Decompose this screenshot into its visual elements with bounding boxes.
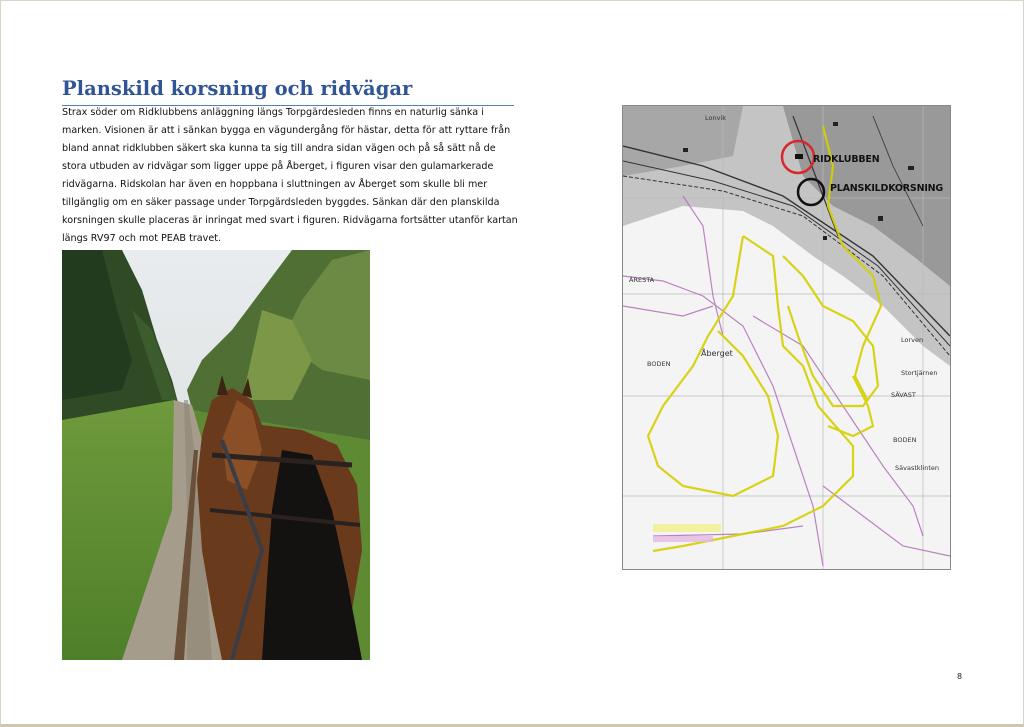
trail-map (622, 105, 951, 570)
map-place-lonvik: Lonvik (705, 114, 727, 122)
map-place-aberget: Åberget (701, 349, 733, 358)
page-number: 8 (957, 672, 963, 681)
map-place-arsta: ÄRESTA (629, 276, 655, 284)
map-place-lorven: Lorven (901, 336, 924, 344)
page-title: Planskild korsning och ridvägar (62, 75, 514, 106)
map-place-stortjarnen: Stortjärnen (901, 369, 938, 377)
body-paragraph: Strax söder om Ridklubbens anläggning längs Torpgärdesleden finns en naturlig sänka i marken. Visionen är att i sänkan bygga en vägundergång för hästar, detta för att ryttare från bland annat ridklubben säkert ska kunna ta sig till andra sidan vägen och på så sätt nå de stora utbuden av ridvägar som ligger uppe på Åberget, i figuren visar den gulamarkerade ridvägarna. Ridskolan har även en hoppbana i sluttningen av Åberget som skulle bli mer tillgänglig om en säker passage under Torpgärdsleden byggdes. Sänkan där den planskilda korsningen skulle placeras är inringat med svart i figuren. Ridvägarna fortsätter utanför kartan längs RV97 och mot PEAB travet. (62, 107, 518, 244)
map-label-planskildkorsning: PLANSKILDKORSNING (830, 183, 943, 194)
map-place-boden-left: BODEN (647, 360, 671, 368)
map-place-savastklinten: Sävastklinten (895, 464, 940, 472)
map-place-savast: SÄVAST (891, 391, 916, 399)
horse-cart-photo-image (62, 250, 370, 660)
map-place-boden-right: BODEN (893, 436, 917, 444)
horse-cart-photo (62, 250, 370, 660)
map-label-ridklubben: RIDKLUBBEN (813, 154, 880, 165)
